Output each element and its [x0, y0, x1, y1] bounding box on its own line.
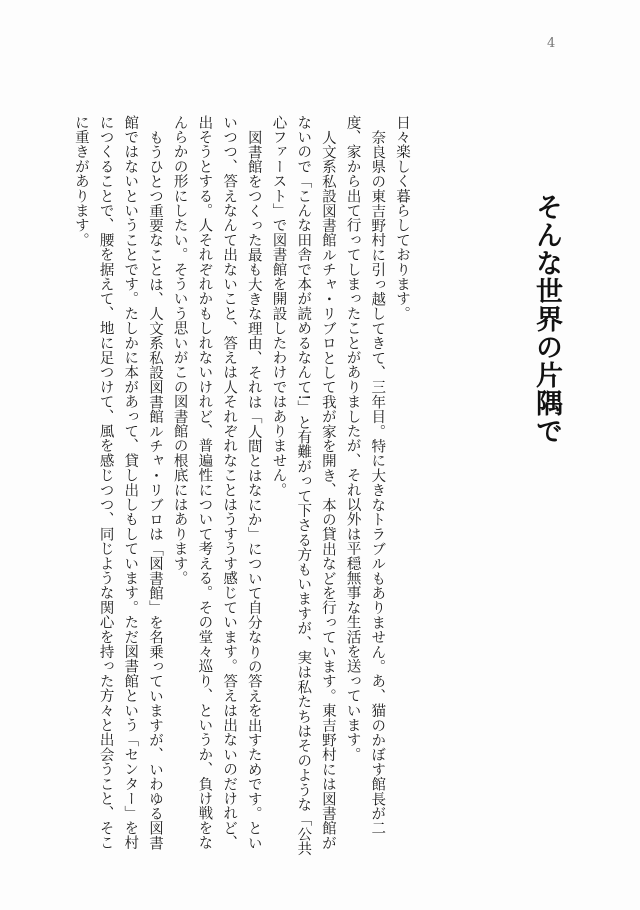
page-number: 4: [547, 36, 556, 51]
paragraph: 人文系私設図書館ルチャ・リブロとして我が家を開き、本の貸出などを行っています。東吉野村には図書館がないので「こんな田舎で本が読めるなんて!」と有難がって下さる方もいますが、実は私たちはそのような「公共心ファースト」で図書館を開設したわけではありません。: [270, 115, 336, 857]
paragraph: 奈良県の東吉野村に引っ越してきて、三年目。特に大きなトラブルもありません。あ、猫のかぼす館長が二度、家から出て行ってしまったことがありましたが、それ以外は平穏無事な生活を送っています。: [344, 115, 386, 836]
paragraph: もうひとつ重要なことは、人文系私設図書館ルチャ・リブロは「図書館」を名乗っていますが、いわゆる図書館ではないということです。たしかに本があって、貸し出しもしています。ただ図書館という「センター」を村につくることで、腰を据えて、地に足つけて、風を感じつつ、同じような関心を持った方々と出会うこと、そこに重きがあります。: [72, 115, 163, 850]
paragraph: 図書館をつくった最も大きな理由、それは「人間とはなにか」について自分なりの答えを出すためです。といいつつ、答えなんて出ないこと、答えは人それぞれなことはうすうす感じています。答えは出ないのだけれど、出そうとする。人それぞれかもしれないけれど、普遍性について考える。その堂々巡り、というか、負け戦をなんらかの形にしたい。そういう思いがこの図書館の根底にはあります。: [171, 115, 262, 850]
body-text: [68, 115, 414, 863]
paragraph: 日々楽しく暮らしております。: [394, 115, 410, 321]
chapter-title: そんな世界の片隅で: [531, 193, 562, 445]
